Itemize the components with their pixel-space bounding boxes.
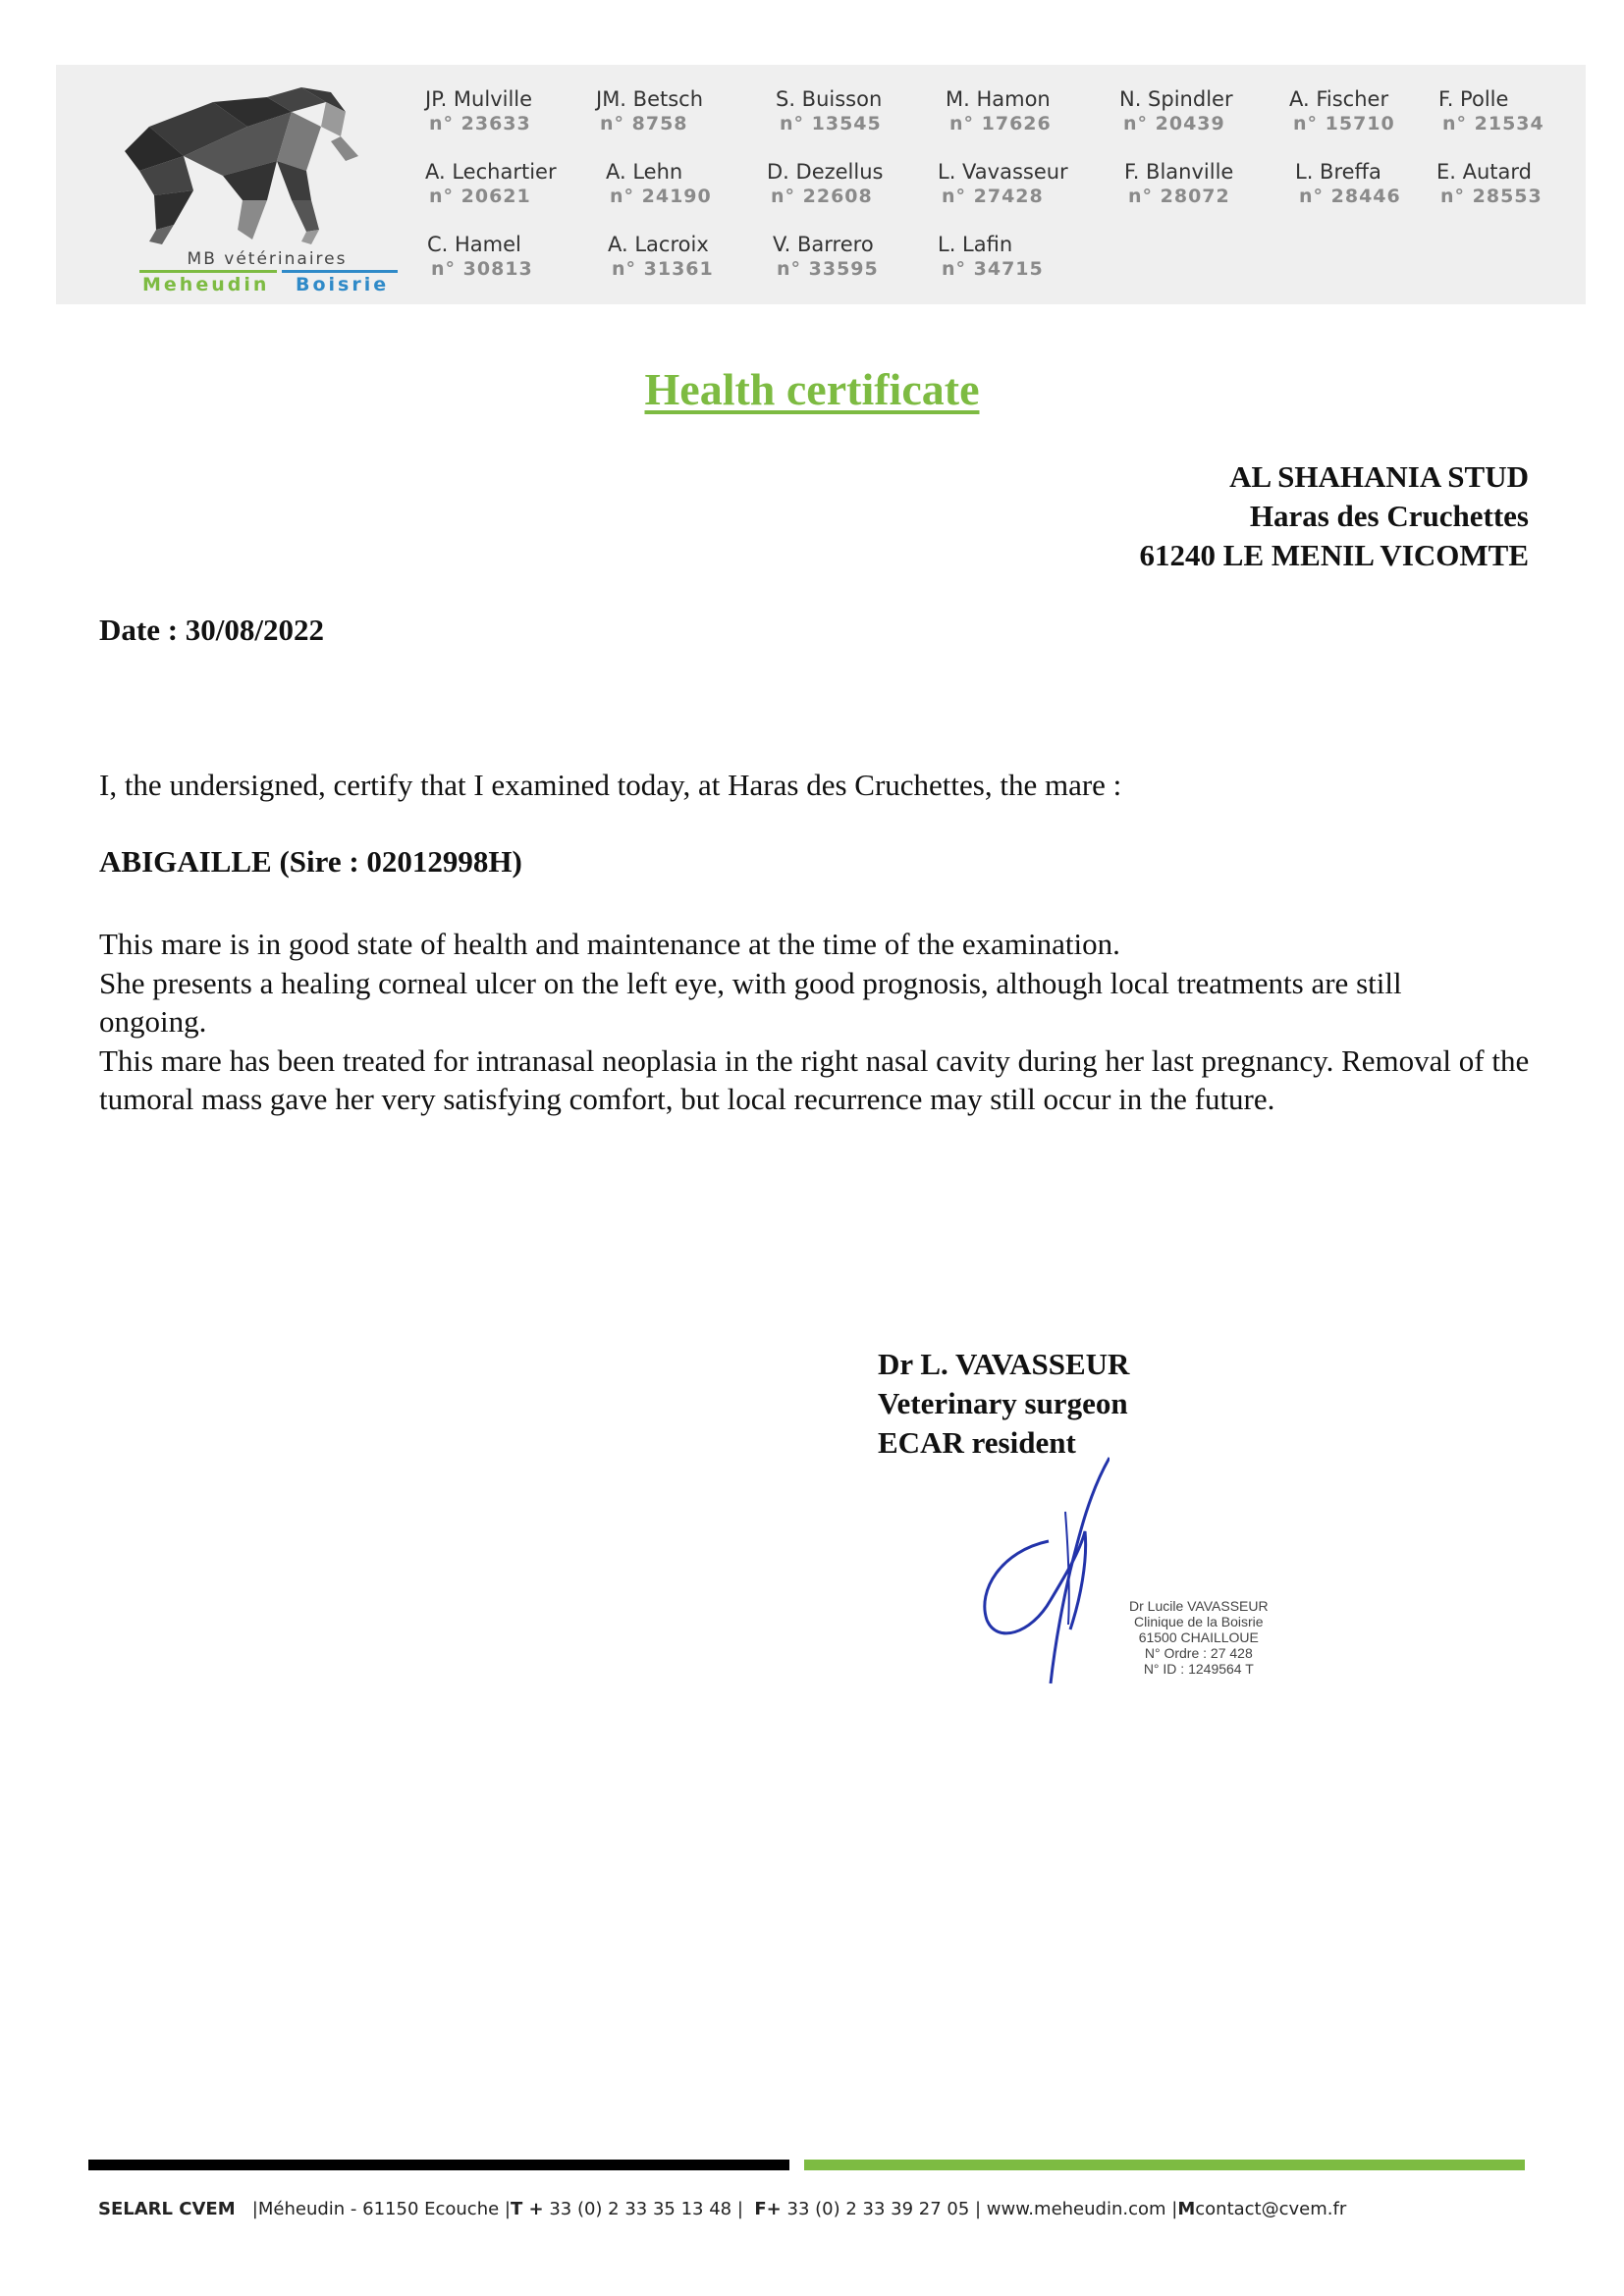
logo-meheudin: Meheudin xyxy=(142,274,270,295)
vet-entry: A. Lacroix n° 31361 xyxy=(608,233,714,280)
logo-boisrie: Boisrie xyxy=(296,274,390,295)
logo-subtitle: MB vétérinaires xyxy=(187,249,348,269)
signatory-block xyxy=(878,1345,1129,1463)
vet-entry: A. Fischer n° 15710 xyxy=(1289,87,1395,134)
footer-fax-label: F+ xyxy=(754,2199,782,2219)
footer-company: SELARL CVEM xyxy=(98,2199,236,2219)
examination-report xyxy=(99,925,1543,1119)
vet-entry: M. Hamon n° 17626 xyxy=(946,87,1052,134)
vet-entry: F. Polle n° 21534 xyxy=(1438,87,1544,134)
report-paragraph: She presents a healing corneal ulcer on the left eye, with good prognosis, although local treatments are still ongoing. xyxy=(99,965,1402,1039)
logo-green-line xyxy=(139,270,277,273)
footer-phone-label: T + xyxy=(510,2199,544,2219)
vet-entry: C. Hamel n° 30813 xyxy=(427,233,533,280)
footer-green-bar xyxy=(804,2160,1525,2170)
recipient-line: AL SHAHANIA STUD xyxy=(1229,459,1529,494)
handwritten-signature xyxy=(972,1453,1110,1698)
vet-entry: V. Barrero n° 33595 xyxy=(773,233,879,280)
clinic-stamp: Dr Lucile VAVASSEUR Clinique de la Boisrie 61500 CHAILLOUE N° Ordre : 27 428 N° ID : 1249564 T xyxy=(1129,1598,1269,1677)
vet-entry: JM. Betsch n° 8758 xyxy=(596,87,704,134)
footer-contact xyxy=(98,2199,1346,2219)
footer-black-bar xyxy=(88,2160,789,2170)
recipient-line: 61240 LE MENIL VICOMTE xyxy=(1139,538,1529,572)
document-title: Health certificate xyxy=(644,364,980,414)
document-date: Date : 30/08/2022 xyxy=(99,613,325,647)
vet-entry: D. Dezellus n° 22608 xyxy=(767,160,884,207)
vet-entry: L. Lafin n° 34715 xyxy=(938,233,1044,280)
report-paragraph: This mare has been treated for intranasal neoplasia in the right nasal cavity during her last pregnancy. Removal of the tumoral mass gave her very satisfying comfort, but local recurrence may still occur in the future. xyxy=(99,1042,1530,1116)
signatory-title: Veterinary surgeon xyxy=(878,1386,1128,1420)
footer-address: |Méheudin - 61150 Ecouche | xyxy=(251,2199,511,2219)
footer-phone: 33 (0) 2 33 35 13 48 | xyxy=(543,2199,743,2219)
intro-text: I, the undersigned, certify that I examined today, at Haras des Cruchettes, the mare : xyxy=(99,768,1122,802)
mare-identification: ABIGAILLE (Sire : 02012998H) xyxy=(99,844,522,879)
signatory-name: Dr L. VAVASSEUR xyxy=(878,1347,1130,1381)
vet-entry: E. Autard n° 28553 xyxy=(1436,160,1543,207)
horse-logo-icon xyxy=(95,82,380,249)
vet-entry: F. Blanville n° 28072 xyxy=(1124,160,1234,207)
letterhead xyxy=(56,65,1586,304)
vet-entry: JP. Mulville n° 23633 xyxy=(425,87,533,134)
clinic-logo xyxy=(95,82,390,295)
vet-entry: A. Lechartier n° 20621 xyxy=(425,160,557,207)
vet-entry: L. Vavasseur n° 27428 xyxy=(938,160,1068,207)
vet-entry: S. Buisson n° 13545 xyxy=(776,87,883,134)
vet-entry: N. Spindler n° 20439 xyxy=(1119,87,1233,134)
vet-entry: L. Breffa n° 28446 xyxy=(1295,160,1401,207)
signatory-qualification: ECAR resident xyxy=(878,1425,1076,1460)
footer-email-label: M xyxy=(1177,2199,1196,2219)
vet-entry: A. Lehn n° 24190 xyxy=(606,160,712,207)
footer-email[interactable]: contact@cvem.fr xyxy=(1195,2199,1347,2219)
report-paragraph: This mare is in good state of health and maintenance at the time of the examination. xyxy=(99,927,1120,961)
recipient-address xyxy=(1140,457,1529,575)
recipient-line: Haras des Cruchettes xyxy=(1249,499,1529,533)
logo-blue-line xyxy=(282,270,398,273)
footer-fax: 33 (0) 2 33 39 27 05 | www.meheudin.com | xyxy=(781,2199,1178,2219)
